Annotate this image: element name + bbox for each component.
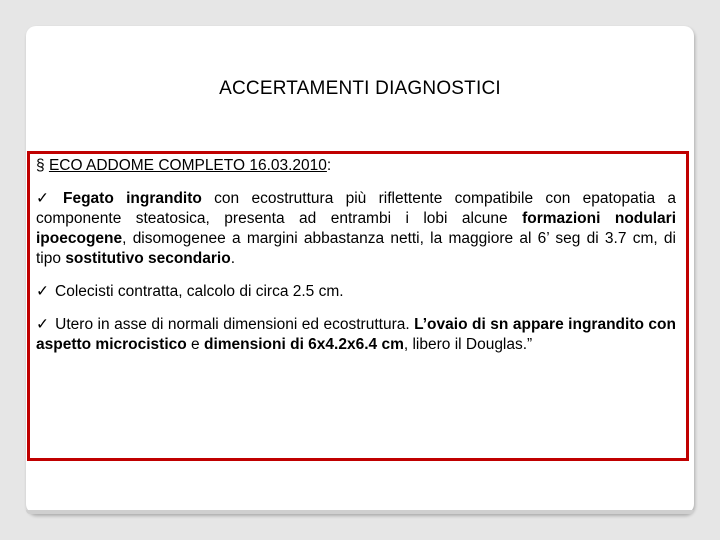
checkmark-icon: ✓ [36,283,49,300]
finding-text: , disomogenee a margini abbastanza netti, la maggiore al 6’ seg di 3.7 cm, di tipo [36,230,676,267]
finding-text-bold: L’ovaio di sn appare ingrandito con aspetto microcistico [36,316,676,353]
finding-text-bold: Fegato ingrandito [62,190,202,207]
exam-label: ECO ADDOME COMPLETO 16.03.2010 [48,157,327,174]
finding-liver [36,189,676,269]
finding-text: Utero in asse di normali dimensioni ed ecostruttura. [55,316,415,333]
finding-text-bold: sostitutivo secondario [65,250,231,267]
finding-text: con ecostruttura più riflettente compatibile con epatopatia a componente steatosica, presenta ad entrambi i lobi alcune [36,190,676,227]
finding-text-bold: dimensioni di 6x4.2x6.4 cm [203,336,404,353]
checkmark-icon: ✓ [36,190,57,207]
checkmark-icon: ✓ [36,316,50,333]
card-footer-shadow [26,510,694,514]
finding-text: , libero il Douglas.” [403,336,533,353]
slide-card [26,26,694,514]
exam-colon: : [326,157,332,174]
exam-heading [36,156,676,176]
square-bullet-icon: § [36,157,45,174]
finding-uterus [36,315,676,355]
finding-text: Colecisti contratta, calcolo di circa 2.5 cm. [55,283,344,300]
finding-gallbladder [36,282,676,302]
finding-text: . [230,250,235,267]
slide-title: ACCERTAMENTI DIAGNOSTICI [219,78,501,99]
report-box [27,151,689,461]
finding-text: e [186,336,204,353]
finding-text-bold: formazioni nodulari ipoecogene [36,210,677,247]
